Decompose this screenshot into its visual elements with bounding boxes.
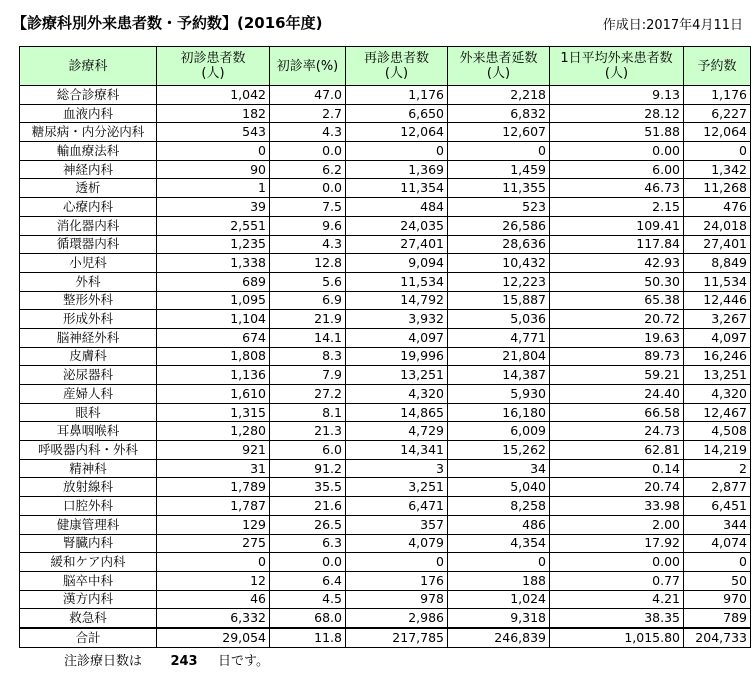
note-prefix: 注診療日数は	[64, 654, 143, 669]
table-cell: 921	[157, 441, 270, 460]
table-cell: 109.41	[550, 216, 684, 235]
table-cell: 1,042	[157, 86, 270, 105]
table-cell: 4.3	[270, 235, 346, 254]
table-cell: 11,354	[346, 179, 448, 198]
table-cell: 4,074	[684, 534, 751, 553]
department-name: 総合診療科	[20, 86, 157, 105]
table-cell: 484	[346, 198, 448, 217]
table-cell: 6,832	[448, 104, 550, 123]
table-cell: 4,097	[684, 328, 751, 347]
table-cell: 50.30	[550, 272, 684, 291]
column-header: 診療科	[20, 47, 157, 86]
table-cell: 0.77	[550, 571, 684, 590]
table-cell: 129	[157, 515, 270, 534]
table-row	[20, 347, 751, 366]
table-cell: 4,354	[448, 534, 550, 553]
page-title: 【診療科別外来患者数・予約数】(2016年度)	[12, 14, 323, 32]
table-cell: 66.58	[550, 403, 684, 422]
table-cell: 6,227	[684, 104, 751, 123]
table-cell: 978	[346, 590, 448, 609]
table-cell: 5,036	[448, 310, 550, 329]
table-cell: 12	[157, 571, 270, 590]
table-row	[20, 123, 751, 142]
table-cell: 21,804	[448, 347, 550, 366]
table-cell: 11,355	[448, 179, 550, 198]
table-cell: 19.63	[550, 328, 684, 347]
table-cell: 15,887	[448, 291, 550, 310]
table-cell: 1,095	[157, 291, 270, 310]
table-row	[20, 291, 751, 310]
total-row	[20, 628, 751, 647]
department-name: 緩和ケア内科	[20, 553, 157, 572]
column-header: 初診率(%)	[270, 47, 346, 86]
table-cell: 6.9	[270, 291, 346, 310]
department-name: 消化器内科	[20, 216, 157, 235]
table-cell: 12,467	[684, 403, 751, 422]
column-header: 初診患者数 (人)	[157, 47, 270, 86]
table-cell: 4,097	[346, 328, 448, 347]
table-cell: 6.4	[270, 571, 346, 590]
table-cell: 34	[448, 459, 550, 478]
table-cell: 14,865	[346, 403, 448, 422]
table-cell: 9,318	[448, 609, 550, 628]
department-name: 皮膚科	[20, 347, 157, 366]
table-cell: 6,332	[157, 609, 270, 628]
table-cell: 11,534	[346, 272, 448, 291]
note-suffix: 日です。	[218, 654, 269, 669]
table-cell: 10,432	[448, 254, 550, 273]
table-cell: 275	[157, 534, 270, 553]
table-cell: 8,258	[448, 497, 550, 516]
table-cell: 14,792	[346, 291, 448, 310]
table-cell: 9,094	[346, 254, 448, 273]
table-cell: 14,219	[684, 441, 751, 460]
table-cell: 27,401	[346, 235, 448, 254]
table-cell: 8,849	[684, 254, 751, 273]
table-row	[20, 459, 751, 478]
table-cell: 21.3	[270, 422, 346, 441]
table-cell: 4,320	[346, 385, 448, 404]
table-cell: 3,267	[684, 310, 751, 329]
table-cell: 0	[684, 142, 751, 161]
table-cell: 1,024	[448, 590, 550, 609]
table-row	[20, 104, 751, 123]
table-row	[20, 571, 751, 590]
table-row	[20, 142, 751, 161]
table-cell: 674	[157, 328, 270, 347]
table-row	[20, 534, 751, 553]
table-cell: 59.21	[550, 366, 684, 385]
column-header: 予約数	[684, 47, 751, 86]
table-cell: 476	[684, 198, 751, 217]
table-cell: 27.2	[270, 385, 346, 404]
department-name: 循環器内科	[20, 235, 157, 254]
table-cell: 33.98	[550, 497, 684, 516]
department-name: 合計	[20, 628, 157, 647]
table-cell: 9.6	[270, 216, 346, 235]
table-cell: 0.0	[270, 142, 346, 161]
table-cell: 0	[684, 553, 751, 572]
table-cell: 4.21	[550, 590, 684, 609]
department-name: 耳鼻咽喉科	[20, 422, 157, 441]
table-cell: 246,839	[448, 628, 550, 647]
table-cell: 543	[157, 123, 270, 142]
department-name: 脳神経外科	[20, 328, 157, 347]
table-cell: 0.0	[270, 553, 346, 572]
table-cell: 2.7	[270, 104, 346, 123]
table-cell: 4.3	[270, 123, 346, 142]
table-cell: 4.5	[270, 590, 346, 609]
table-cell: 3	[346, 459, 448, 478]
table-row	[20, 86, 751, 105]
table-cell: 6,650	[346, 104, 448, 123]
table-cell: 20.72	[550, 310, 684, 329]
table-cell: 24,035	[346, 216, 448, 235]
table-cell: 12,446	[684, 291, 751, 310]
department-name: 心療内科	[20, 198, 157, 217]
table-cell: 1,369	[346, 160, 448, 179]
table-cell: 12,064	[346, 123, 448, 142]
table-cell: 2,986	[346, 609, 448, 628]
department-name: 産婦人科	[20, 385, 157, 404]
department-name: 腎臓内科	[20, 534, 157, 553]
table-cell: 6.0	[270, 441, 346, 460]
table-cell: 6.3	[270, 534, 346, 553]
department-name: 健康管理科	[20, 515, 157, 534]
department-name: 外科	[20, 272, 157, 291]
table-cell: 24.73	[550, 422, 684, 441]
table-cell: 204,733	[684, 628, 751, 647]
table-row	[20, 609, 751, 628]
table-cell: 182	[157, 104, 270, 123]
table-row	[20, 216, 751, 235]
table-cell: 24.40	[550, 385, 684, 404]
department-name: 整形外科	[20, 291, 157, 310]
department-name: 救急科	[20, 609, 157, 628]
column-header: 外来患者延数 (人)	[448, 47, 550, 86]
table-cell: 188	[448, 571, 550, 590]
table-cell: 14,341	[346, 441, 448, 460]
department-name: 眼科	[20, 403, 157, 422]
table-cell: 0	[448, 553, 550, 572]
table-cell: 21.6	[270, 497, 346, 516]
table-cell: 39	[157, 198, 270, 217]
table-cell: 8.3	[270, 347, 346, 366]
table-cell: 4,729	[346, 422, 448, 441]
table-cell: 176	[346, 571, 448, 590]
table-cell: 689	[157, 272, 270, 291]
table-cell: 1,280	[157, 422, 270, 441]
table-cell: 4,508	[684, 422, 751, 441]
table-cell: 29,054	[157, 628, 270, 647]
table-cell: 4,771	[448, 328, 550, 347]
table-cell: 90	[157, 160, 270, 179]
table-row	[20, 478, 751, 497]
table-cell: 27,401	[684, 235, 751, 254]
table-row	[20, 385, 751, 404]
table-cell: 12,607	[448, 123, 550, 142]
table-row	[20, 310, 751, 329]
table-cell: 789	[684, 609, 751, 628]
table-cell: 4,320	[684, 385, 751, 404]
department-name: 呼吸器内科・外科	[20, 441, 157, 460]
table-cell: 1,136	[157, 366, 270, 385]
table-cell: 6,451	[684, 497, 751, 516]
table-cell: 7.9	[270, 366, 346, 385]
table-row	[20, 235, 751, 254]
table-cell: 6,009	[448, 422, 550, 441]
table-cell: 14.1	[270, 328, 346, 347]
department-name: 血液内科	[20, 104, 157, 123]
table-cell: 4,079	[346, 534, 448, 553]
table-cell: 1,176	[684, 86, 751, 105]
table-cell: 11,534	[684, 272, 751, 291]
table-cell: 26.5	[270, 515, 346, 534]
table-cell: 1,015.80	[550, 628, 684, 647]
table-cell: 1,459	[448, 160, 550, 179]
table-cell: 523	[448, 198, 550, 217]
table-cell: 19,996	[346, 347, 448, 366]
table-cell: 28,636	[448, 235, 550, 254]
table-cell: 7.5	[270, 198, 346, 217]
table-cell: 1,176	[346, 86, 448, 105]
table-cell: 13,251	[684, 366, 751, 385]
table-cell: 0	[448, 142, 550, 161]
table-cell: 0	[157, 142, 270, 161]
table-cell: 0	[346, 142, 448, 161]
table-cell: 50	[684, 571, 751, 590]
table-cell: 970	[684, 590, 751, 609]
table-row	[20, 515, 751, 534]
table-cell: 0.0	[270, 179, 346, 198]
table-cell: 51.88	[550, 123, 684, 142]
table-cell: 42.93	[550, 254, 684, 273]
department-name: 形成外科	[20, 310, 157, 329]
table-cell: 1	[157, 179, 270, 198]
table-cell: 1,104	[157, 310, 270, 329]
table-cell: 5.6	[270, 272, 346, 291]
footnote	[64, 650, 269, 669]
table-cell: 0.00	[550, 553, 684, 572]
table-cell: 1,342	[684, 160, 751, 179]
table-row	[20, 553, 751, 572]
table-cell: 11.8	[270, 628, 346, 647]
table-row	[20, 198, 751, 217]
table-cell: 0.00	[550, 142, 684, 161]
table-cell: 2,877	[684, 478, 751, 497]
table-row	[20, 254, 751, 273]
table-cell: 17.92	[550, 534, 684, 553]
table-cell: 1,787	[157, 497, 270, 516]
table-cell: 12,064	[684, 123, 751, 142]
department-name: 口腔外科	[20, 497, 157, 516]
table-row	[20, 403, 751, 422]
department-name: 漢方内科	[20, 590, 157, 609]
table-cell: 12.8	[270, 254, 346, 273]
department-name: 精神科	[20, 459, 157, 478]
table-cell: 16,180	[448, 403, 550, 422]
table-cell: 35.5	[270, 478, 346, 497]
table-cell: 3,251	[346, 478, 448, 497]
table-cell: 8.1	[270, 403, 346, 422]
note-days: 243	[170, 654, 198, 669]
table-cell: 26,586	[448, 216, 550, 235]
column-header: 再診患者数 (人)	[346, 47, 448, 86]
table-cell: 46.73	[550, 179, 684, 198]
table-cell: 24,018	[684, 216, 751, 235]
table-cell: 3,932	[346, 310, 448, 329]
table-cell: 1,789	[157, 478, 270, 497]
table-cell: 11,268	[684, 179, 751, 198]
table-cell: 1,315	[157, 403, 270, 422]
created-date: 作成日:2017年4月11日	[602, 18, 743, 33]
table-cell: 344	[684, 515, 751, 534]
table-row	[20, 422, 751, 441]
table-row	[20, 179, 751, 198]
table-cell: 20.74	[550, 478, 684, 497]
table-cell: 12,223	[448, 272, 550, 291]
table-cell: 2	[684, 459, 751, 478]
table-cell: 14,387	[448, 366, 550, 385]
table-cell: 5,930	[448, 385, 550, 404]
table-cell: 117.84	[550, 235, 684, 254]
table-cell: 28.12	[550, 104, 684, 123]
table-cell: 1,808	[157, 347, 270, 366]
table-cell: 31	[157, 459, 270, 478]
table-cell: 89.73	[550, 347, 684, 366]
table-cell: 68.0	[270, 609, 346, 628]
department-name: 小児科	[20, 254, 157, 273]
table-cell: 91.2	[270, 459, 346, 478]
table-cell: 1,235	[157, 235, 270, 254]
department-name: 神経内科	[20, 160, 157, 179]
table-cell: 2.00	[550, 515, 684, 534]
table-cell: 1,338	[157, 254, 270, 273]
table-row	[20, 590, 751, 609]
table-cell: 6,471	[346, 497, 448, 516]
table-cell: 486	[448, 515, 550, 534]
table-cell: 0	[346, 553, 448, 572]
table-cell: 47.0	[270, 86, 346, 105]
table-cell: 1,610	[157, 385, 270, 404]
table-cell: 9.13	[550, 86, 684, 105]
table-cell: 2.15	[550, 198, 684, 217]
department-name: 泌尿器科	[20, 366, 157, 385]
table-cell: 2,551	[157, 216, 270, 235]
table-cell: 2,218	[448, 86, 550, 105]
table-row	[20, 441, 751, 460]
table-cell: 13,251	[346, 366, 448, 385]
table-row	[20, 328, 751, 347]
table-cell: 16,246	[684, 347, 751, 366]
table-row	[20, 272, 751, 291]
table-body	[20, 86, 751, 648]
department-name: 脳卒中科	[20, 571, 157, 590]
table-cell: 217,785	[346, 628, 448, 647]
department-name: 糖尿病・内分泌内科	[20, 123, 157, 142]
table-cell: 15,262	[448, 441, 550, 460]
table-cell: 6.00	[550, 160, 684, 179]
column-header: 1日平均外来患者数 (人)	[550, 47, 684, 86]
table-row	[20, 160, 751, 179]
table-cell: 21.9	[270, 310, 346, 329]
table-row	[20, 497, 751, 516]
table-cell: 6.2	[270, 160, 346, 179]
table-cell: 5,040	[448, 478, 550, 497]
table-cell: 357	[346, 515, 448, 534]
department-table	[19, 46, 751, 648]
table-row	[20, 366, 751, 385]
table-cell: 65.38	[550, 291, 684, 310]
department-name: 輸血療法科	[20, 142, 157, 161]
header-row	[20, 47, 751, 86]
department-name: 放射線科	[20, 478, 157, 497]
table-cell: 62.81	[550, 441, 684, 460]
table-cell: 0	[157, 553, 270, 572]
table-cell: 38.35	[550, 609, 684, 628]
department-name: 透析	[20, 179, 157, 198]
table-cell: 46	[157, 590, 270, 609]
table-cell: 0.14	[550, 459, 684, 478]
